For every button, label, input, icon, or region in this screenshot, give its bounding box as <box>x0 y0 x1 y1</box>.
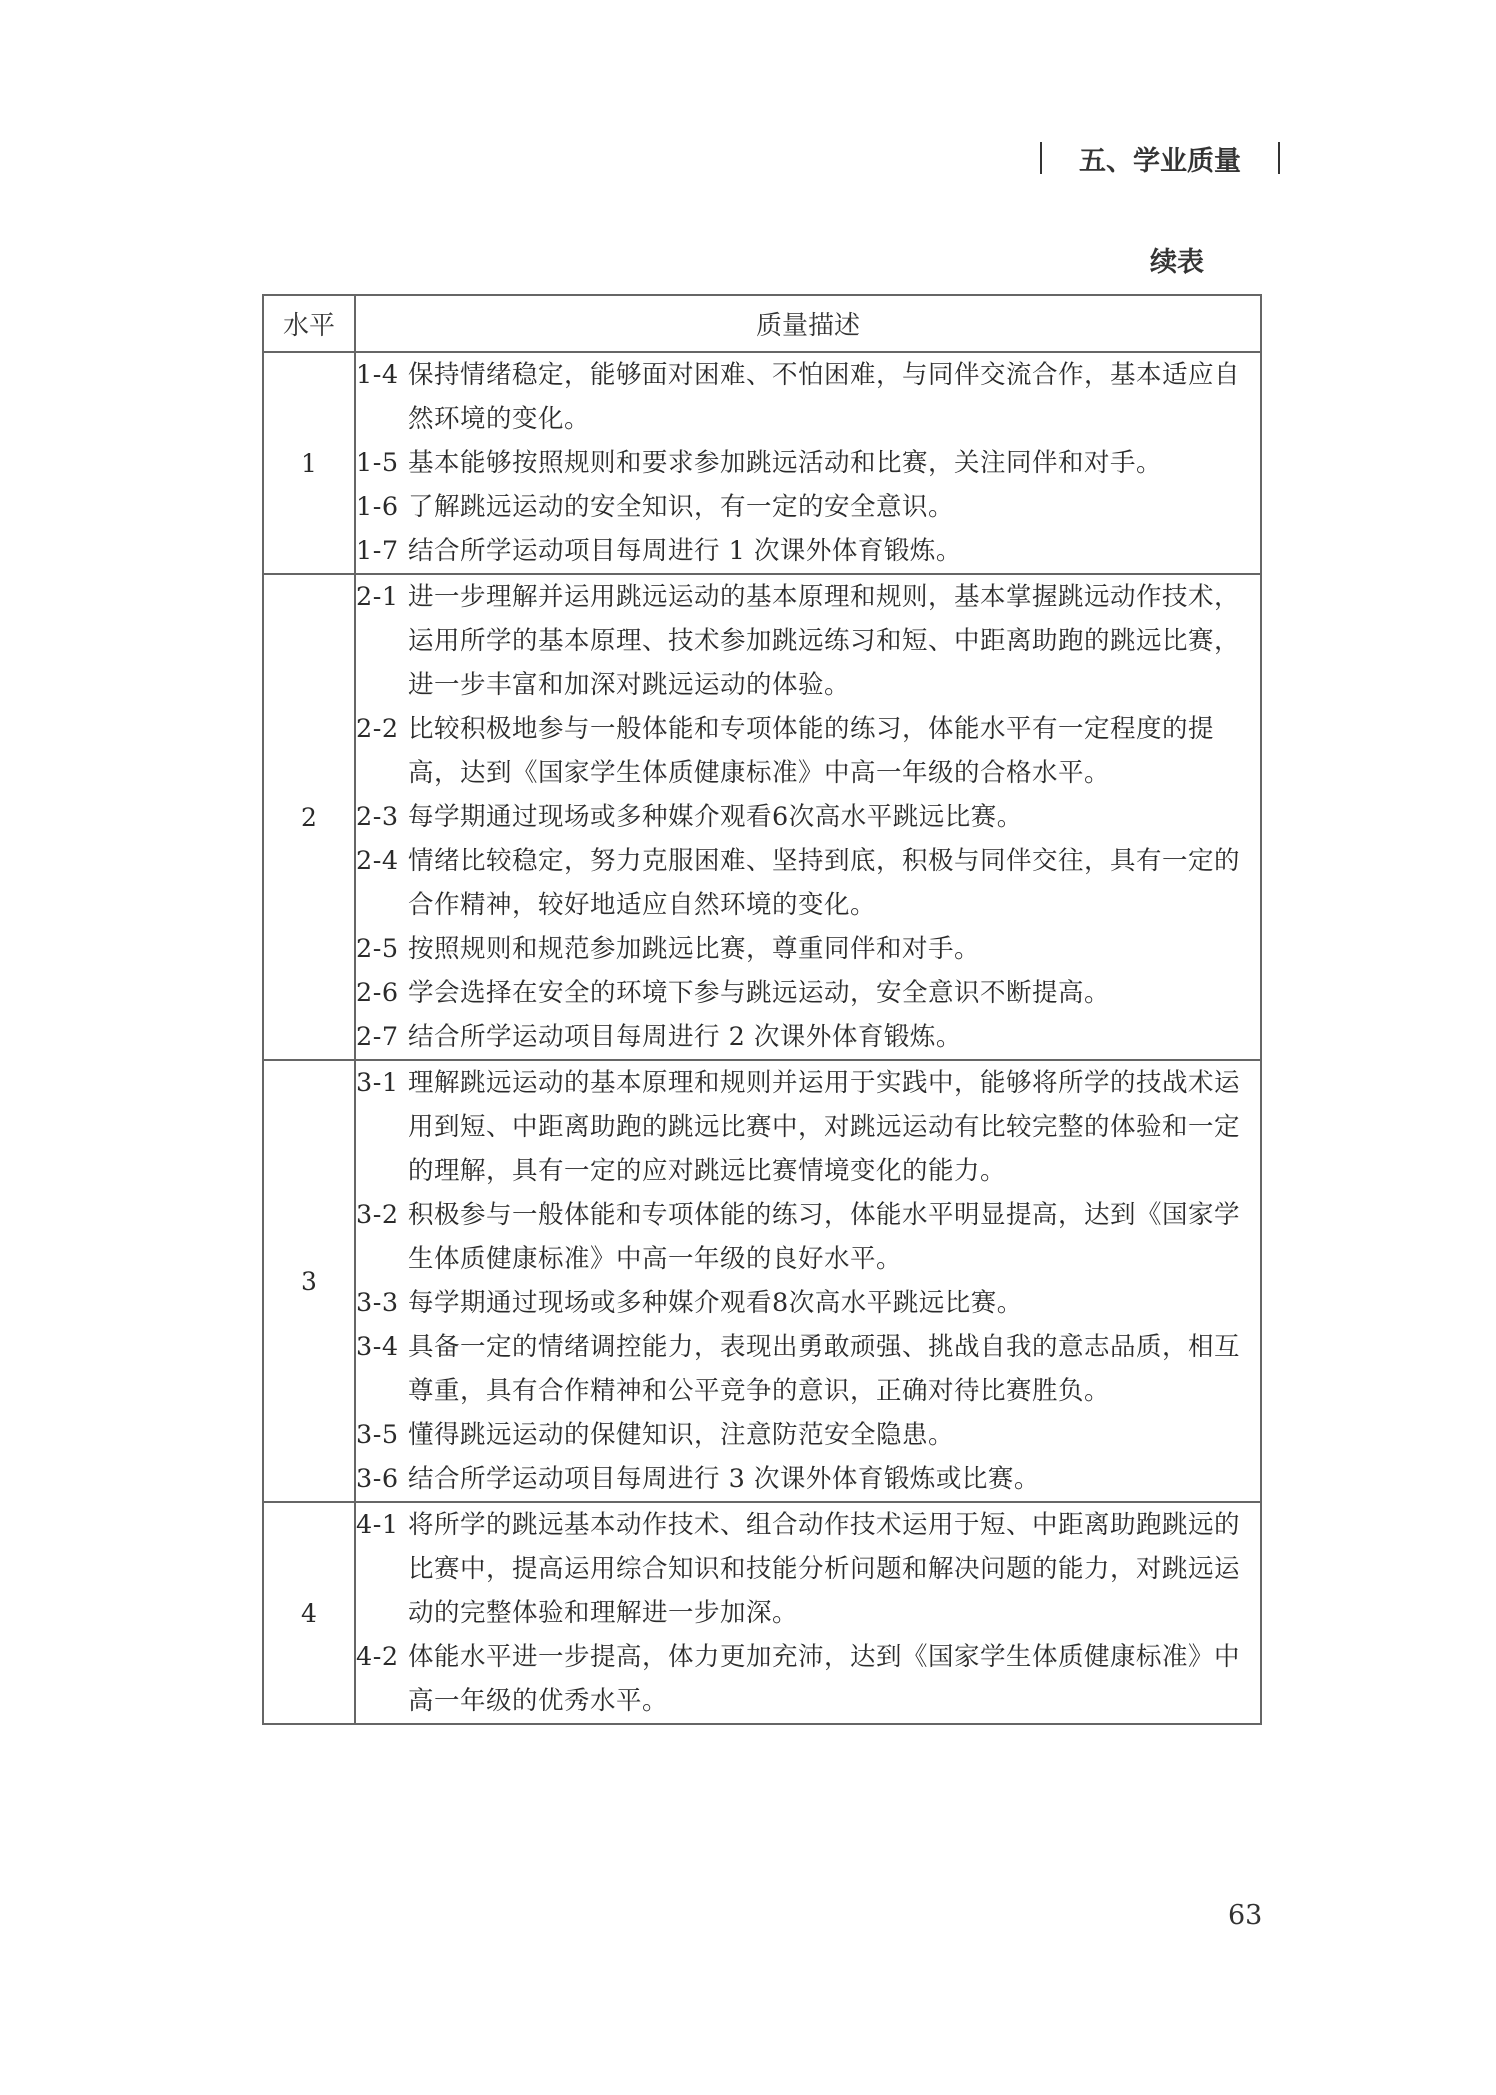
item-text: 了解跳远运动的安全知识，有一定的安全意识。 <box>408 492 955 522</box>
quality-item <box>356 1325 1260 1413</box>
item-code: 1-4 <box>356 360 399 390</box>
quality-item <box>356 927 1260 971</box>
item-code: 2-1 <box>356 582 399 612</box>
description-cell <box>355 1060 1261 1502</box>
item-code: 3-5 <box>356 1420 399 1450</box>
table-row <box>263 1502 1261 1724</box>
quality-item <box>356 1413 1260 1457</box>
header-level: 水平 <box>263 295 355 352</box>
description-cell <box>355 574 1261 1060</box>
item-code: 2-5 <box>356 934 399 964</box>
item-text: 结合所学运动项目每周进行 3 次课外体育锻炼或比赛。 <box>408 1464 1040 1494</box>
level-cell: 3 <box>263 1060 355 1502</box>
item-text: 比较积极地参与一般体能和专项体能的练习，体能水平有一定程度的提高，达到《国家学生体质健康标准》中高一年级的合格水平。 <box>408 714 1215 788</box>
quality-item <box>356 1503 1260 1635</box>
quality-item <box>356 1457 1260 1501</box>
item-text: 进一步理解并运用跳远运动的基本原理和规则，基本掌握跳远动作技术，运用所学的基本原理、技术参加跳远练习和短、中距离助跑的跳远比赛，进一步丰富和加深对跳远运动的体验。 <box>408 582 1241 700</box>
item-text: 基本能够按照规则和要求参加跳远活动和比赛，关注同伴和对手。 <box>408 448 1163 478</box>
quality-item <box>356 575 1260 707</box>
level-cell: 4 <box>263 1502 355 1724</box>
quality-item <box>356 1061 1260 1193</box>
running-head-left-bar <box>1040 142 1042 174</box>
quality-item <box>356 1193 1260 1281</box>
quality-item <box>356 353 1260 441</box>
quality-item <box>356 1281 1260 1325</box>
item-text: 每学期通过现场或多种媒介观看8次高水平跳远比赛。 <box>408 1288 1023 1318</box>
table-row <box>263 1060 1261 1502</box>
item-code: 2-7 <box>356 1022 399 1052</box>
item-text: 按照规则和规范参加跳远比赛，尊重同伴和对手。 <box>408 934 981 964</box>
quality-table <box>262 294 1262 1725</box>
quality-item <box>356 839 1260 927</box>
item-code: 3-4 <box>356 1332 399 1362</box>
item-text: 具备一定的情绪调控能力，表现出勇敢顽强、挑战自我的意志品质，相互尊重，具有合作精神和公平竞争的意识，正确对待比赛胜负。 <box>408 1332 1241 1406</box>
item-text: 保持情绪稳定，能够面对困难、不怕困难，与同伴交流合作，基本适应自然环境的变化。 <box>408 360 1241 434</box>
quality-item <box>356 485 1260 529</box>
item-code: 3-1 <box>356 1068 399 1098</box>
table-row <box>263 352 1261 574</box>
description-cell <box>355 1502 1261 1724</box>
item-code: 1-6 <box>356 492 399 522</box>
item-code: 3-3 <box>356 1288 399 1318</box>
item-text: 每学期通过现场或多种媒介观看6次高水平跳远比赛。 <box>408 802 1023 832</box>
quality-item <box>356 441 1260 485</box>
item-code: 1-7 <box>356 536 399 566</box>
item-text: 结合所学运动项目每周进行 1 次课外体育锻炼。 <box>408 536 962 566</box>
quality-item <box>356 707 1260 795</box>
item-code: 2-6 <box>356 978 399 1008</box>
description-cell <box>355 352 1261 574</box>
continued-label: 续表 <box>1150 247 1204 278</box>
table-row <box>263 574 1261 1060</box>
item-text: 将所学的跳远基本动作技术、组合动作技术运用于短、中距离助跑跳远的比赛中，提高运用综合知识和技能分析问题和解决问题的能力，对跳远运动的完整体验和理解进一步加深。 <box>408 1510 1241 1628</box>
table-header-row <box>263 295 1261 352</box>
item-code: 3-6 <box>356 1464 399 1494</box>
item-code: 2-3 <box>356 802 399 832</box>
quality-item <box>356 795 1260 839</box>
page-number: 63 <box>1228 1900 1263 1931</box>
level-cell: 1 <box>263 352 355 574</box>
section-title: 五、学业质量 <box>1079 145 1241 177</box>
quality-item <box>356 529 1260 573</box>
item-text: 结合所学运动项目每周进行 2 次课外体育锻炼。 <box>408 1022 962 1052</box>
quality-item <box>356 1635 1260 1723</box>
item-text: 积极参与一般体能和专项体能的练习，体能水平明显提高，达到《国家学生体质健康标准》中高一年级的良好水平。 <box>408 1200 1241 1274</box>
running-head-right-bar <box>1278 142 1280 174</box>
item-code: 4-1 <box>356 1510 399 1540</box>
item-code: 1-5 <box>356 448 399 478</box>
item-text: 理解跳远运动的基本原理和规则并运用于实践中，能够将所学的技战术运用到短、中距离助跑的跳远比赛中，对跳远运动有比较完整的体验和一定的理解，具有一定的应对跳远比赛情境变化的能力。 <box>408 1068 1241 1186</box>
table-body <box>263 352 1261 1724</box>
item-text: 学会选择在安全的环境下参与跳远运动，安全意识不断提高。 <box>408 978 1111 1008</box>
item-text: 懂得跳远运动的保健知识，注意防范安全隐患。 <box>408 1420 955 1450</box>
header-description: 质量描述 <box>355 295 1261 352</box>
item-text: 情绪比较稳定，努力克服困难、坚持到底，积极与同伴交往，具有一定的合作精神，较好地适应自然环境的变化。 <box>408 846 1241 920</box>
item-code: 2-4 <box>356 846 399 876</box>
item-text: 体能水平进一步提高，体力更加充沛，达到《国家学生体质健康标准》中高一年级的优秀水平。 <box>408 1642 1241 1716</box>
running-head <box>1040 140 1280 176</box>
item-code: 3-2 <box>356 1200 399 1230</box>
quality-item <box>356 971 1260 1015</box>
level-cell: 2 <box>263 574 355 1060</box>
quality-item <box>356 1015 1260 1059</box>
item-code: 4-2 <box>356 1642 399 1672</box>
item-code: 2-2 <box>356 714 399 744</box>
